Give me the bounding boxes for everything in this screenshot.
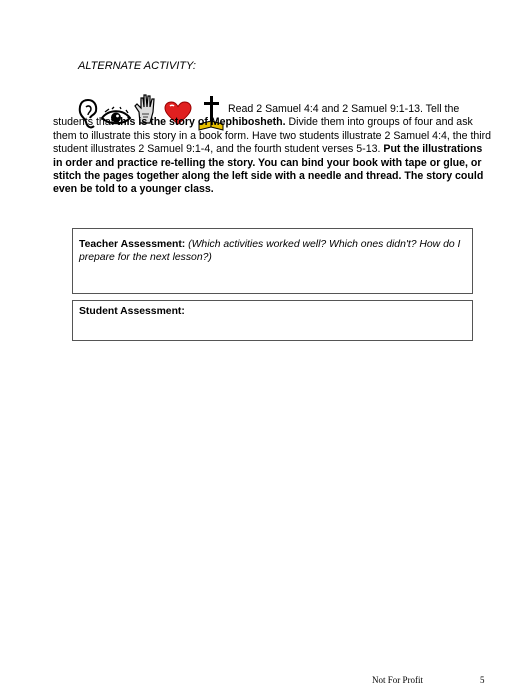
emphasis-mephibosheth: this is the story of Mephibosheth.: [116, 116, 286, 129]
student-assessment-box[interactable]: [72, 300, 473, 341]
teacher-assessment-box[interactable]: [72, 228, 473, 294]
activity-heading: ALTERNATE ACTIVITY:: [78, 60, 196, 72]
teacher-assessment-hint: (Which activities worked well? Which ones didn't? How do I prepare for the next lesson?): [79, 239, 461, 264]
activity-paragraph: Read 2 Samuel 4:4 and 2 Samuel 9:1-13. Tell the students that this is the story of Mephibosheth. Divide them into groups of four and ask them to illustrate this story in a book form. Have two students illustrate 2 Samuel 4:4, the third student illustrates 2 Samuel 9:1-4, and the fourth student verses 5-13. Put the illustrations in order and practice re-telling the story. You can bind your book with tape or glue, or stitch the pages together along the left side with a needle and thread. The story could even be told to a younger class.: [53, 103, 492, 196]
emphasis-instructions: Put the illustrations in order and practice re-telling the story. You can bind your book with tape or glue, or stitch the pages together along the left side with a needle and thread. The story could even be told to a younger class.: [53, 143, 484, 196]
page-number: 5: [480, 675, 485, 685]
footer-text: Not For Profit: [372, 675, 424, 685]
student-assessment-label: Student Assessment:: [79, 306, 185, 317]
teacher-assessment-label: Teacher Assessment:: [79, 239, 186, 250]
